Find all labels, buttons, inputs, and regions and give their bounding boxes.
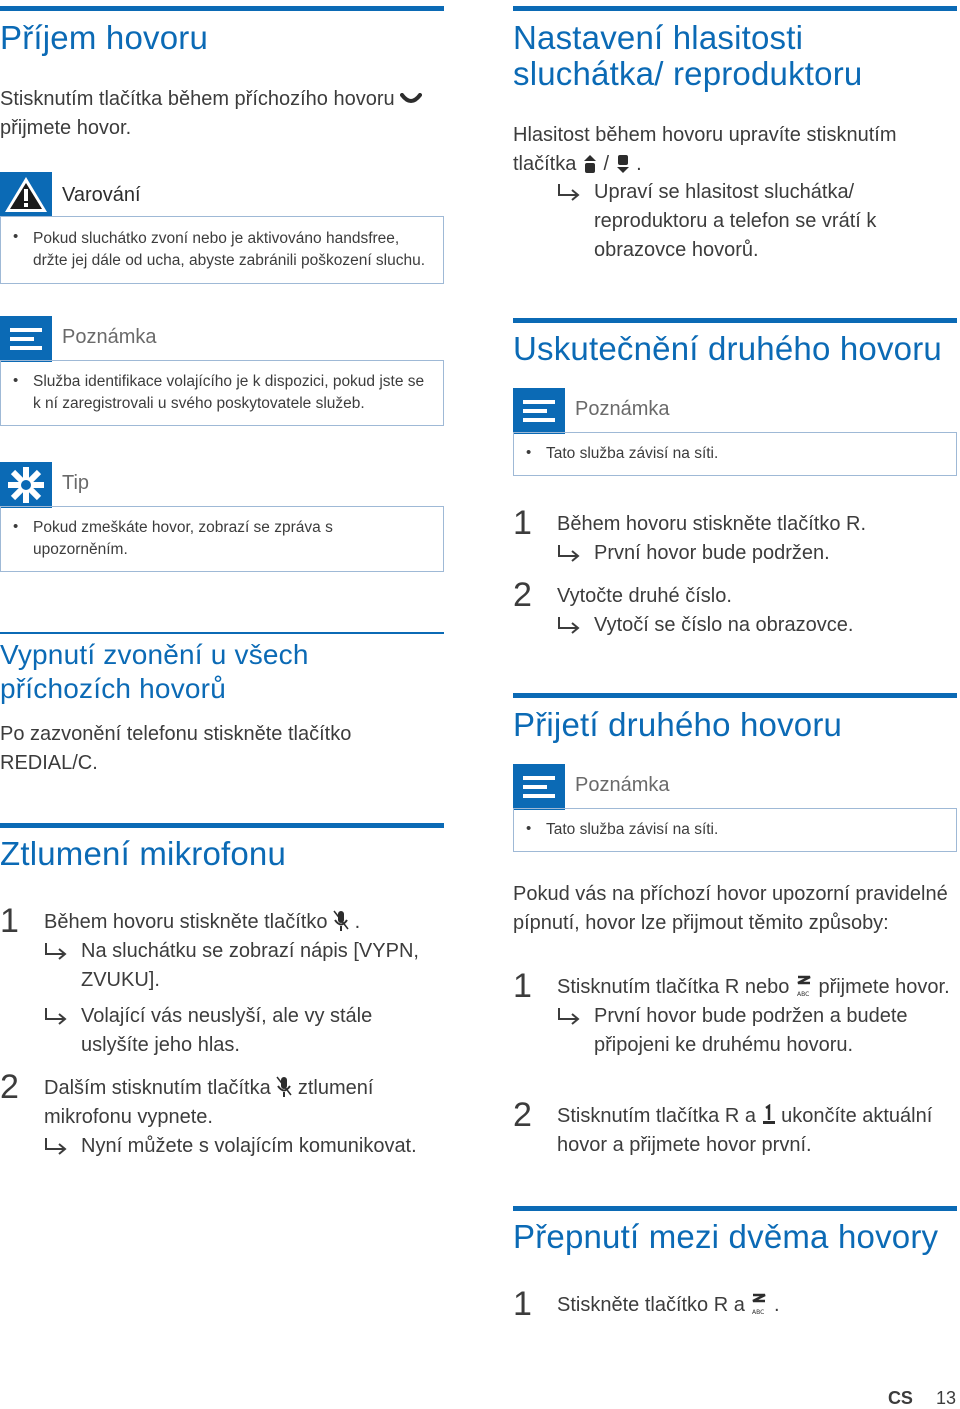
accept-step-1: 1 Stisknutím tlačítka R nebo ABC přijmete hovor. První hovor bude podržen a budete připojeni ke druhému hovoru.: [513, 967, 950, 1056]
result-arrow-icon: [557, 614, 581, 643]
note-text: • Tato služba závisí na síti.: [513, 432, 957, 476]
accept-second-intro: Pokud vás na příchozí hovor upozorní pravidelné pípnutí, hovor lze přijmout těmito způsoby:: [513, 883, 948, 934]
section-rule: [513, 693, 957, 698]
svg-text:ABC: ABC: [796, 991, 810, 997]
tip-box: [0, 462, 444, 572]
end-call-key-icon: [762, 1105, 782, 1127]
second-call-step-2: 2 Vytočte druhé číslo. Vytočí se číslo na obrazovce.: [513, 582, 957, 640]
ring-off-text: Po zazvonění telefonu stiskněte tlačítko REDIAL/C.: [0, 723, 352, 774]
mute-step-2: 2 Dalším stisknutím tlačítka ztlumení mikrofonu vypnete. Nyní můžete s volajícím komunikovat.: [0, 1074, 444, 1161]
svg-text:ABC: ABC: [752, 1309, 765, 1315]
section-title-volume: Nastavení hlasitosti sluchátka/ reproduktoru: [513, 19, 863, 92]
language-code: CS: [887, 1388, 913, 1408]
mute-step-1: 1 Během hovoru stiskněte tlačítko . Na sluchátku se zobrazí nápis [VYPN, ZVUKU]. Volající vás neuslyší, ale vy stále uslyšíte jeho hlas.: [0, 902, 419, 1056]
mute-mic-icon: [333, 911, 355, 933]
result-arrow-icon: [44, 940, 68, 969]
section-rule: [513, 6, 957, 11]
result-arrow-icon: [44, 1005, 68, 1034]
section-title-call-answer: Příjem hovoru: [0, 19, 209, 56]
section-rule: [513, 318, 957, 323]
note-label: Poznámka: [575, 774, 670, 796]
warning-text: • Pokud sluchátko zvoní nebo je aktivováno handsfree, držte jej dále od ucha, abyste zabránili poškození sluchu.: [0, 216, 444, 284]
note-box-accept-second: [513, 764, 957, 852]
section-title-accept-second: Přijetí druhého hovoru: [513, 706, 843, 743]
warning-box: [0, 172, 444, 284]
section-title-ring-off: Vypnutí zvonění u všech příchozích hovorů: [0, 639, 309, 704]
accept-step-2: 2 Stisknutím tlačítka R a ukončíte aktuální hovor a přijmete hovor první.: [513, 1096, 933, 1156]
switch-step-1: 1 Stiskněte tlačítko R a ABC .: [513, 1285, 780, 1323]
page-number: 13: [935, 1388, 956, 1408]
note-box-caller-id: [0, 316, 444, 426]
section-rule: [0, 823, 444, 828]
section-title-mute: Ztlumení mikrofonu: [0, 835, 287, 872]
note-text: • Tato služba závisí na síti.: [513, 808, 957, 852]
note-label: Poznámka: [62, 326, 157, 348]
section-title-switch-calls: Přepnutí mezi dvěma hovory: [513, 1218, 939, 1255]
section-title-second-call: Uskutečnění druhého hovoru: [513, 330, 942, 367]
volume-text: Hlasitost během hovoru upravíte stisknutím tlačítka / .: [513, 124, 897, 175]
volume-down-icon: [615, 153, 637, 175]
warning-icon: [0, 172, 52, 216]
answer-call-text: Stisknutím tlačítka během příchozího hovoru přijmete hovor.: [0, 85, 444, 143]
mute-mic-icon: [276, 1077, 298, 1099]
note-label: Poznámka: [575, 398, 670, 420]
talk-key-icon: [795, 976, 819, 998]
result-arrow-icon: [557, 181, 581, 210]
note-box-second-call: [513, 388, 957, 476]
result-arrow-icon: [557, 1005, 581, 1034]
section-rule: [0, 6, 444, 11]
result-arrow-icon: [557, 542, 581, 571]
volume-up-icon: [582, 153, 604, 175]
talk-key-icon: [750, 1294, 774, 1316]
tip-icon: [0, 462, 52, 508]
note-icon: [513, 764, 565, 810]
offhook-icon: [400, 88, 422, 110]
warning-label: Varování: [62, 184, 141, 206]
tip-text: • Pokud zmeškáte hovor, zobrazí se zpráva s upozorněním.: [0, 506, 444, 572]
section-rule: [513, 1206, 957, 1211]
page-footer: [888, 1388, 956, 1409]
note-icon: [513, 388, 565, 434]
section-rule: [0, 632, 444, 634]
tip-label: Tip: [62, 472, 90, 494]
note-icon: [0, 316, 52, 362]
result-arrow-icon: [44, 1135, 68, 1164]
note-text: • Služba identifikace volajícího je k dispozici, pokud jste se k ní zaregistrovali u svého poskytovatele služeb.: [0, 360, 444, 426]
second-call-step-1: 1 Během hovoru stiskněte tlačítko R. První hovor bude podržen.: [513, 510, 957, 568]
